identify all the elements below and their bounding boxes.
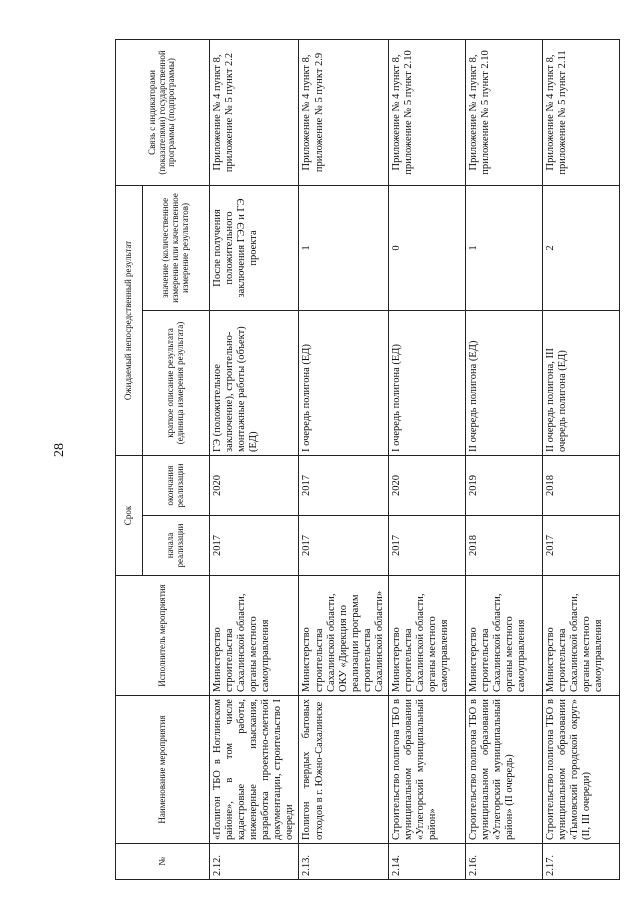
header-executor: Исполнитель мероприятия	[116, 576, 210, 696]
cell-end: 2017	[299, 455, 388, 515]
cell-num: 2.12.	[210, 844, 299, 880]
cell-result-value: 2	[542, 185, 619, 310]
cell-name: Строительство полигона ТБО в муниципальном образовании «Тымовский городской округ» (II, III очереди)	[542, 696, 619, 844]
cell-start: 2017	[299, 516, 388, 576]
cell-link: Приложение № 4 пункт 8, приложение № 5 пункт 2.2	[210, 39, 299, 185]
cell-end: 2020	[210, 455, 299, 515]
cell-num: 2.14.	[388, 844, 465, 880]
header-term-start: начала реализации	[143, 516, 210, 576]
cell-link: Приложение № 4 пункт 8, приложение № 5 пункт 2.10	[388, 39, 465, 185]
cell-executor: Министерство строительства Сахалинской области, органы местного самоуправления	[542, 576, 619, 696]
cell-executor: Министерство строительства Сахалинской области, органы местного самоуправления	[388, 576, 465, 696]
table-row	[388, 39, 465, 879]
cell-num: 2.17.	[542, 844, 619, 880]
header-term-end: окончания реализации	[143, 455, 210, 515]
cell-start: 2018	[465, 516, 542, 576]
cell-end: 2018	[542, 455, 619, 515]
header-link: Связь с индикаторами (показателями) государственной программы (подпрограммы)	[116, 39, 210, 185]
table-row	[210, 39, 299, 879]
cell-num: 2.16.	[465, 844, 542, 880]
cell-name: Строительство полигона ТБО в муниципальном образовании «Углегорский муниципальный район»	[388, 696, 465, 844]
cell-name: Полигон твердых бытовых отходов в г. Южно-Сахалинске	[299, 696, 388, 844]
cell-result-desc: I очередь полигона (ЕД)	[299, 310, 388, 455]
cell-start: 2017	[388, 516, 465, 576]
cell-end: 2019	[465, 455, 542, 515]
cell-executor: Министерство строительства Сахалинской области, органы местного самоуправления	[465, 576, 542, 696]
measures-table	[115, 39, 620, 880]
header-result-value: значение (количественное измерение или качественное измерение результатов)	[143, 185, 210, 310]
cell-executor: Министерство строительства Сахалинской области, ОКУ «Дирекция по реализации программ строительства Сахалинской области»	[299, 576, 388, 696]
header-num: №	[116, 844, 210, 880]
cell-name: «Полигон ТБО в Ноглинском районе», в том числе кадастровые работы, инженерные изыскания, разработка проектно-сметной документации, строительство I очереди	[210, 696, 299, 844]
table-row	[299, 39, 388, 879]
header-result-desc: краткое описание результата (единица измерения результата)	[143, 310, 210, 455]
table-row	[542, 39, 619, 879]
cell-end: 2020	[388, 455, 465, 515]
cell-link: Приложение № 4 пункт 8, приложение № 5 пункт 2.9	[299, 39, 388, 185]
cell-result-value: 1	[465, 185, 542, 310]
cell-executor: Министерство строительства Сахалинской области, органы местного самоуправления	[210, 576, 299, 696]
cell-result-desc: I очередь полигона (ЕД)	[388, 310, 465, 455]
cell-result-desc: ГЭ (положительное заключение), строительно-монтажные работы (объект) (ЕД)	[210, 310, 299, 455]
cell-result-value: 0	[388, 185, 465, 310]
cell-start: 2017	[542, 516, 619, 576]
page-number: 28	[52, 443, 67, 457]
cell-result-value: 1	[299, 185, 388, 310]
header-name: Наименование мероприятия	[116, 696, 210, 844]
header-result: Ожидаемый непосредственный результат	[116, 185, 143, 455]
table-row	[465, 39, 542, 879]
rotated-page-content	[115, 40, 605, 880]
cell-result-desc: II очередь полигона (ЕД)	[465, 310, 542, 455]
cell-num: 2.13.	[299, 844, 388, 880]
cell-name: Строительство полигона ТБО в муниципальном образовании «Углегорский муниципальный район» (II очередь)	[465, 696, 542, 844]
cell-result-value: После получения положительного заключения ГЭЭ и ГЭ проекта	[210, 185, 299, 310]
cell-start: 2017	[210, 516, 299, 576]
header-term: Срок	[116, 455, 143, 575]
cell-result-desc: II очередь полигона, III очередь полигона (ЕД)	[542, 310, 619, 455]
cell-link: Приложение № 4 пункт 8, приложение № 5 пункт 2.10	[465, 39, 542, 185]
cell-link: Приложение № 4 пункт 8, приложение № 5 пункт 2.11	[542, 39, 619, 185]
